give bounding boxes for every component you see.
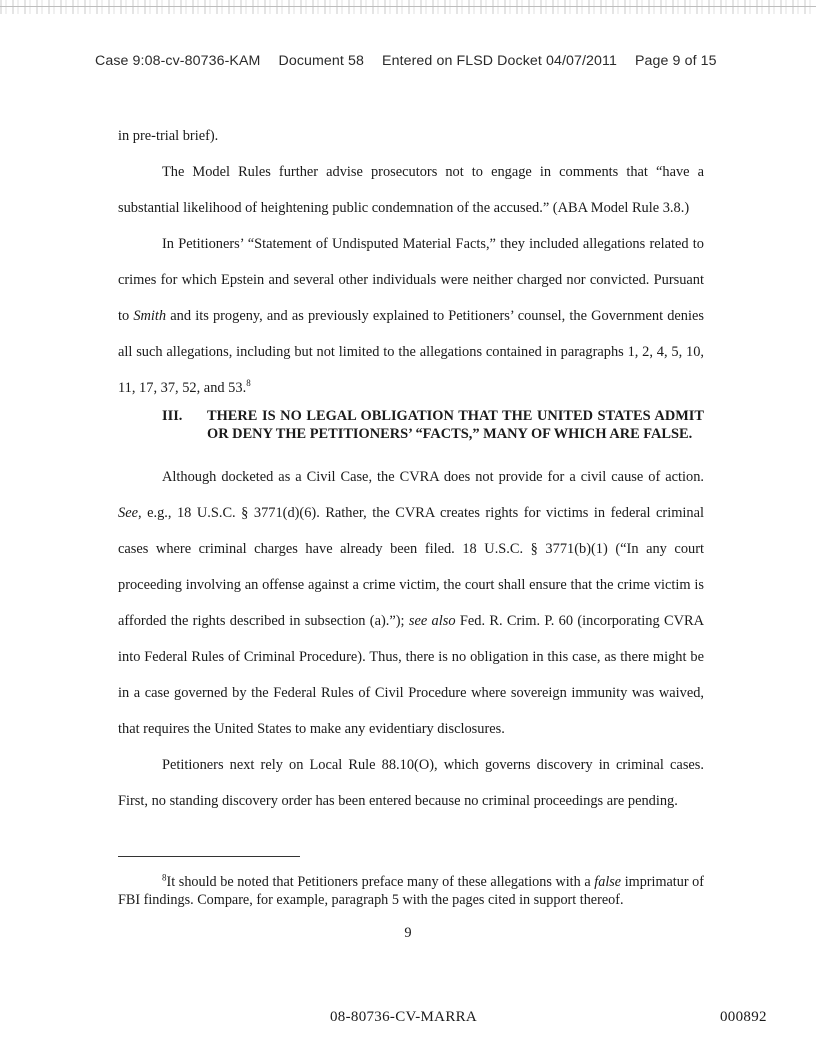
paragraph-4-signal-see-also: see also: [408, 613, 456, 629]
paragraph-4-text-c: Fed. R. Crim. P. 60 (incorporating CVRA into Federal Rules of Criminal Procedure). Thus, there is no obligation in this case, as there might be in a case governed by the Federal Rules of Civil Procedure where sovereign immunity was waived, that requires the United States to make any evidentiary disclosures.: [118, 613, 704, 737]
footnote-reference-8: 8: [246, 378, 251, 389]
paragraph-3-text-a: In Petitioners’ “Statement of Undisputed Material Facts,” they included allegations related to crimes for which Epstein and several other individuals were neither charged nor convicted. Pursuant to: [118, 236, 704, 324]
header-entered-docket: Entered on FLSD Docket 04/07/2011: [382, 53, 617, 69]
docket-header: [95, 53, 775, 69]
footnote-8: [118, 873, 704, 909]
paragraph-2: The Model Rules further advise prosecutors not to engage in comments that “have a substantial likelihood of heightening public condemnation of the accused.” (ABA Model Rule 3.8.): [118, 164, 704, 216]
bates-number: 000892: [720, 1009, 767, 1025]
paragraph-4-signal-see: See: [118, 505, 138, 521]
scan-artifact-line: [0, 6, 816, 7]
footnote-text-a: It should be noted that Petitioners preface many of these allegations with a: [166, 874, 595, 890]
paragraph-4-text-a: Although docketed as a Civil Case, the CVRA does not provide for a civil cause of action.: [162, 469, 704, 485]
footnote-number: 8: [162, 872, 167, 883]
section-heading-iii: [162, 408, 704, 443]
section-heading-number: III.: [162, 408, 183, 424]
footnote-text-b: imprimatur of FBI findings. Compare, for example, paragraph 5 with the pages cited in support thereof.: [118, 874, 705, 908]
paragraph-5: Petitioners next rely on Local Rule 88.10(O), which governs discovery in criminal cases. First, no standing discovery order has been entered because no criminal proceedings are pending.: [118, 757, 704, 809]
page-number: 9: [404, 925, 412, 941]
paragraph-3-case-name: Smith: [133, 308, 167, 324]
document-body: [118, 118, 704, 819]
paragraph-4: [118, 459, 704, 747]
paragraph-3-text-b: and its progeny, and as previously explained to Petitioners’ counsel, the Government denies all such allegations, including but not limited to the allegations contained in paragraphs 1, 2, 4, 5, 10, 11, 17, 37, 52, and 53.: [118, 308, 704, 396]
footnote-divider: [118, 856, 300, 857]
footnote-italic-word: false: [594, 874, 622, 890]
bates-case-label: 08-80736-CV-MARRA: [330, 1009, 478, 1025]
header-case-number: Case 9:08-cv-80736-KAM: [95, 53, 261, 69]
header-page-count: Page 9 of 15: [634, 53, 717, 69]
scan-artifact-top: [0, 0, 816, 14]
paragraph-1: in pre-trial brief).: [118, 128, 219, 144]
paragraph-4-text-b: , e.g., 18 U.S.C. § 3771(d)(6). Rather, the CVRA creates rights for victims in federal criminal cases where criminal charges have already been filed. 18 U.S.C. § 3771(b)(1) (“In any court proceeding involving an offense against a crime victim, the court shall ensure that the crime victim is afforded the rights described in subsection (a).”);: [118, 505, 704, 629]
footnote-8-text: [118, 873, 704, 909]
header-document-number: Document 58: [278, 53, 364, 69]
section-heading-text: THERE IS NO LEGAL OBLIGATION THAT THE UNITED STATES ADMIT OR DENY THE PETITIONERS’ “FACTS,” MANY OF WHICH ARE FALSE.: [207, 408, 704, 442]
paragraph-3: [118, 226, 704, 406]
